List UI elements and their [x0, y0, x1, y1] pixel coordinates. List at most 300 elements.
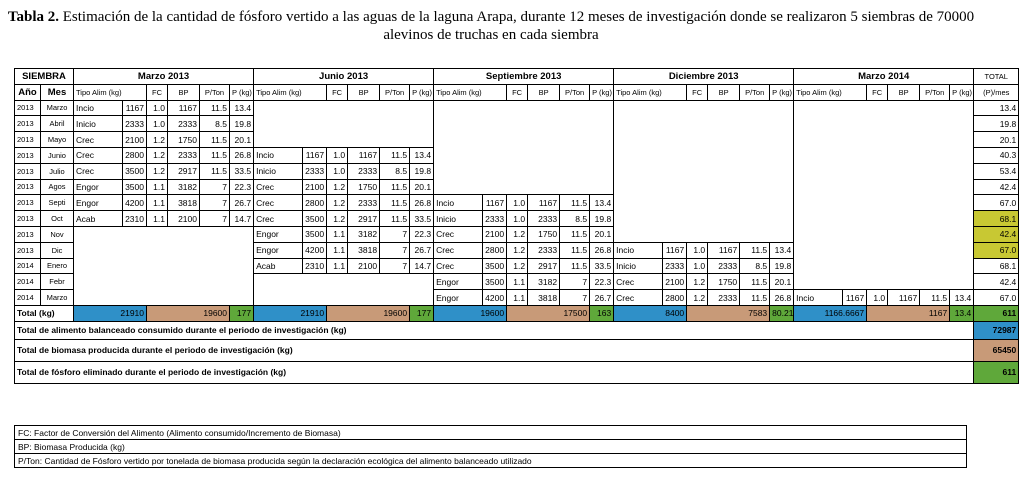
total-feed-cell: 19600	[434, 305, 507, 321]
total-p-cell: 163	[590, 305, 614, 321]
col-header: FC	[507, 84, 528, 100]
bp-cell: 3182	[348, 226, 380, 242]
fc-cell: 1.2	[327, 211, 348, 227]
p-ton-cell: 7	[200, 211, 230, 227]
p-kg-cell: 13.4	[950, 290, 974, 306]
p-ton-cell: 11.5	[560, 195, 590, 211]
bp-cell: 2333	[708, 290, 740, 306]
row-total-cell: 20.1	[974, 132, 1019, 148]
feed-stage-cell: Incio	[434, 195, 483, 211]
empty-block	[614, 116, 794, 132]
total-feed-cell: 21910	[254, 305, 327, 321]
bp-cell: 3818	[168, 195, 200, 211]
p-kg-cell: 13.4	[590, 195, 614, 211]
bp-cell: 1750	[168, 132, 200, 148]
empty-block	[614, 195, 794, 211]
total-feed-cell: 8400	[614, 305, 687, 321]
feed-kg-cell: 1167	[843, 290, 867, 306]
col-header: P/Ton	[740, 84, 770, 100]
bp-cell: 2917	[168, 163, 200, 179]
p-kg-cell: 13.4	[410, 147, 434, 163]
row-total-cell: 67.0	[974, 242, 1019, 258]
empty-block	[794, 195, 974, 211]
bp-cell: 2333	[348, 163, 380, 179]
feed-kg-cell: 2100	[483, 226, 507, 242]
fc-cell: 1.2	[147, 132, 168, 148]
empty-block	[254, 116, 434, 132]
bp-cell: 1167	[168, 100, 200, 116]
total-bp-cell: 7583	[687, 305, 770, 321]
empty-block	[74, 258, 254, 274]
fc-cell: 1.1	[147, 179, 168, 195]
empty-block	[434, 163, 614, 179]
p-ton-cell: 7	[560, 290, 590, 306]
p-ton-cell: 11.5	[560, 258, 590, 274]
feed-stage-cell: Crec	[614, 290, 663, 306]
p-kg-cell: 20.1	[230, 132, 254, 148]
feed-kg-cell: 2333	[303, 163, 327, 179]
col-header: P/Ton	[380, 84, 410, 100]
period-header: Marzo 2014	[794, 69, 974, 85]
empty-block	[434, 132, 614, 148]
note-line: P/Ton: Cantidad de Fósforo vertido por tonelada de biomasa producida según la declaración ecológica del alimento balanceado utilizado	[15, 454, 967, 468]
feed-kg-cell: 2333	[123, 116, 147, 132]
fc-cell: 1.1	[327, 258, 348, 274]
siembra-header: SIEMBRA	[15, 69, 74, 85]
col-header: FC	[147, 84, 168, 100]
summary-value: 72987	[974, 321, 1019, 339]
col-header: FC	[687, 84, 708, 100]
feed-kg-cell: 3500	[123, 163, 147, 179]
p-kg-cell: 26.8	[770, 290, 794, 306]
fc-cell: 1.0	[867, 290, 888, 306]
bp-cell: 3818	[528, 290, 560, 306]
year-cell: 2013	[15, 242, 41, 258]
feed-kg-cell: 2333	[663, 258, 687, 274]
fc-cell: 1.1	[327, 226, 348, 242]
p-ton-cell: 11.5	[920, 290, 950, 306]
fc-cell: 1.1	[147, 211, 168, 227]
col-header: BP	[168, 84, 200, 100]
p-kg-cell: 19.8	[590, 211, 614, 227]
year-cell: 2013	[15, 195, 41, 211]
total-feed-cell: 1166.6667	[794, 305, 867, 321]
bp-cell: 2333	[348, 195, 380, 211]
fc-cell: 1.2	[687, 290, 708, 306]
bp-cell: 2333	[528, 242, 560, 258]
year-cell: 2013	[15, 116, 41, 132]
empty-block	[74, 274, 254, 290]
p-kg-cell: 26.7	[410, 242, 434, 258]
empty-block	[794, 179, 974, 195]
feed-kg-cell: 2310	[303, 258, 327, 274]
empty-block	[434, 179, 614, 195]
summary-label: Total de alimento balanceado consumido durante el periodo de investigación (kg)	[15, 321, 974, 339]
col-header-feed: Tipo Alim (kg)	[74, 84, 147, 100]
feed-stage-cell: Acab	[74, 211, 123, 227]
feed-stage-cell: Crec	[254, 211, 303, 227]
p-kg-cell: 14.7	[410, 258, 434, 274]
feed-kg-cell: 1167	[303, 147, 327, 163]
empty-block	[614, 163, 794, 179]
fc-cell: 1.2	[147, 163, 168, 179]
fc-cell: 1.0	[507, 211, 528, 227]
empty-block	[794, 147, 974, 163]
month-cell: Nov	[41, 226, 74, 242]
feed-stage-cell: Crec	[254, 195, 303, 211]
p-ton-cell: 11.5	[740, 274, 770, 290]
empty-block	[794, 100, 974, 116]
feed-kg-cell: 3500	[123, 179, 147, 195]
col-header: BP	[708, 84, 740, 100]
row-total-cell: 67.0	[974, 290, 1019, 306]
feed-stage-cell: Inicio	[434, 211, 483, 227]
p-ton-cell: 7	[380, 226, 410, 242]
feed-stage-cell: Engor	[74, 179, 123, 195]
p-ton-cell: 7	[560, 274, 590, 290]
col-header: P (kg)	[410, 84, 434, 100]
month-cell: Dic	[41, 242, 74, 258]
year-cell: 2013	[15, 132, 41, 148]
bp-cell: 3182	[528, 274, 560, 290]
month-cell: Marzo	[41, 290, 74, 306]
p-kg-cell: 19.8	[230, 116, 254, 132]
month-cell: Oct	[41, 211, 74, 227]
fc-cell: 1.1	[507, 274, 528, 290]
total-bp-cell: 17500	[507, 305, 590, 321]
empty-block	[254, 274, 434, 290]
row-total-cell: 42.4	[974, 226, 1019, 242]
grand-total-cell: 611	[974, 305, 1019, 321]
fc-cell: 1.1	[147, 195, 168, 211]
row-total-cell: 68.1	[974, 258, 1019, 274]
empty-block	[794, 211, 974, 227]
feed-stage-cell: Incio	[614, 242, 663, 258]
month-cell: Septi	[41, 195, 74, 211]
col-header: P/Ton	[560, 84, 590, 100]
fc-cell: 1.0	[687, 242, 708, 258]
feed-kg-cell: 3500	[303, 211, 327, 227]
p-ton-cell: 11.5	[560, 226, 590, 242]
month-cell: Enero	[41, 258, 74, 274]
feed-stage-cell: Crec	[434, 258, 483, 274]
feed-stage-cell: Incio	[794, 290, 843, 306]
year-cell: 2013	[15, 163, 41, 179]
empty-block	[254, 290, 434, 306]
fc-cell: 1.2	[327, 179, 348, 195]
feed-kg-cell: 4200	[303, 242, 327, 258]
bp-cell: 2100	[348, 258, 380, 274]
month-header: Mes	[41, 84, 74, 100]
p-kg-cell: 14.7	[230, 211, 254, 227]
feed-kg-cell: 1167	[483, 195, 507, 211]
col-header-feed: Tipo Alim (kg)	[434, 84, 507, 100]
feed-stage-cell: Engor	[434, 274, 483, 290]
feed-stage-cell: Incio	[74, 100, 123, 116]
p-kg-cell: 26.8	[230, 147, 254, 163]
bp-cell: 3182	[168, 179, 200, 195]
bp-cell: 2100	[168, 211, 200, 227]
row-total-cell: 67.0	[974, 195, 1019, 211]
bp-cell: 1167	[348, 147, 380, 163]
p-ton-cell: 11.5	[740, 290, 770, 306]
fc-cell: 1.2	[327, 195, 348, 211]
p-kg-cell: 33.5	[410, 211, 434, 227]
feed-kg-cell: 2800	[663, 290, 687, 306]
empty-block	[614, 226, 794, 242]
note-line: FC: Factor de Conversión del Alimento (Alimento consumido/Incremento de Biomasa)	[15, 426, 967, 440]
year-header: Año	[15, 84, 41, 100]
fc-cell: 1.2	[687, 274, 708, 290]
total-header: TOTAL	[974, 69, 1019, 85]
feed-stage-cell: Crec	[74, 163, 123, 179]
feed-stage-cell: Crec	[74, 132, 123, 148]
month-cell: Mayo	[41, 132, 74, 148]
empty-block	[614, 132, 794, 148]
feed-stage-cell: Inicio	[614, 258, 663, 274]
feed-stage-cell: Inicio	[254, 163, 303, 179]
empty-block	[74, 226, 254, 242]
total-bp-cell: 19600	[147, 305, 230, 321]
empty-block	[614, 147, 794, 163]
p-ton-cell: 11.5	[200, 147, 230, 163]
p-kg-cell: 33.5	[590, 258, 614, 274]
feed-kg-cell: 3500	[303, 226, 327, 242]
bp-cell: 1167	[708, 242, 740, 258]
empty-block	[254, 132, 434, 148]
empty-block	[434, 116, 614, 132]
col-header: P/Ton	[920, 84, 950, 100]
p-ton-cell: 11.5	[380, 179, 410, 195]
p-ton-cell: 11.5	[200, 163, 230, 179]
p-ton-cell: 11.5	[200, 100, 230, 116]
caption-label: Tabla 2.	[7, 9, 59, 25]
p-ton-cell: 7	[200, 179, 230, 195]
feed-kg-cell: 2333	[483, 211, 507, 227]
empty-block	[434, 147, 614, 163]
total-p-cell: 177	[230, 305, 254, 321]
fc-cell: 1.2	[147, 147, 168, 163]
period-header: Junio 2013	[254, 69, 434, 85]
year-cell: 2013	[15, 226, 41, 242]
fc-cell: 1.2	[507, 242, 528, 258]
month-cell: Agos	[41, 179, 74, 195]
total-unit-header: (P)/mes	[974, 84, 1019, 100]
p-kg-cell: 26.8	[410, 195, 434, 211]
bp-cell: 1167	[888, 290, 920, 306]
col-header: P/Ton	[200, 84, 230, 100]
fc-cell: 1.1	[507, 290, 528, 306]
empty-block	[74, 242, 254, 258]
col-header: BP	[888, 84, 920, 100]
total-label: Total (kg)	[15, 305, 74, 321]
feed-kg-cell: 3500	[483, 258, 507, 274]
empty-block	[794, 163, 974, 179]
total-p-cell: 80.21	[770, 305, 794, 321]
year-cell: 2013	[15, 147, 41, 163]
feed-kg-cell: 4200	[123, 195, 147, 211]
col-header: P (kg)	[230, 84, 254, 100]
p-ton-cell: 11.5	[380, 211, 410, 227]
p-kg-cell: 19.8	[410, 163, 434, 179]
bp-cell: 2917	[348, 211, 380, 227]
p-kg-cell: 26.7	[590, 290, 614, 306]
bp-cell: 2917	[528, 258, 560, 274]
summary-label: Total de biomasa producida durante el periodo de investigación (kg)	[15, 339, 974, 361]
col-header: FC	[327, 84, 348, 100]
period-header: Marzo 2013	[74, 69, 254, 85]
p-kg-cell: 20.1	[590, 226, 614, 242]
row-total-cell: 40.3	[974, 147, 1019, 163]
feed-stage-cell: Engor	[254, 226, 303, 242]
empty-block	[794, 242, 974, 258]
p-kg-cell: 22.3	[410, 226, 434, 242]
note-line: BP: Biomasa Producida (kg)	[15, 440, 967, 454]
empty-block	[794, 116, 974, 132]
total-p-cell: 177	[410, 305, 434, 321]
feed-stage-cell: Crec	[434, 226, 483, 242]
feed-kg-cell: 2800	[303, 195, 327, 211]
month-cell: Junio	[41, 147, 74, 163]
empty-block	[74, 290, 254, 306]
p-ton-cell: 8.5	[380, 163, 410, 179]
p-ton-cell: 11.5	[200, 132, 230, 148]
feed-stage-cell: Crec	[614, 274, 663, 290]
fc-cell: 1.1	[327, 242, 348, 258]
total-p-cell: 13.4	[950, 305, 974, 321]
feed-stage-cell: Crec	[74, 147, 123, 163]
feed-kg-cell: 2100	[123, 132, 147, 148]
empty-block	[794, 258, 974, 274]
feed-kg-cell: 1167	[663, 242, 687, 258]
col-header-feed: Tipo Alim (kg)	[614, 84, 687, 100]
col-header: P (kg)	[950, 84, 974, 100]
month-cell: Abril	[41, 116, 74, 132]
col-header: FC	[867, 84, 888, 100]
feed-kg-cell: 2310	[123, 211, 147, 227]
feed-kg-cell: 2800	[123, 147, 147, 163]
feed-stage-cell: Incio	[254, 147, 303, 163]
fc-cell: 1.0	[327, 147, 348, 163]
bp-cell: 1750	[528, 226, 560, 242]
feed-kg-cell: 1167	[123, 100, 147, 116]
p-kg-cell: 26.8	[590, 242, 614, 258]
feed-stage-cell: Crec	[434, 242, 483, 258]
fc-cell: 1.0	[327, 163, 348, 179]
col-header: P (kg)	[590, 84, 614, 100]
p-ton-cell: 8.5	[200, 116, 230, 132]
fc-cell: 1.2	[507, 258, 528, 274]
p-ton-cell: 11.5	[740, 242, 770, 258]
p-kg-cell: 26.7	[230, 195, 254, 211]
p-kg-cell: 13.4	[230, 100, 254, 116]
p-ton-cell: 7	[200, 195, 230, 211]
p-kg-cell: 22.3	[590, 274, 614, 290]
feed-kg-cell: 2800	[483, 242, 507, 258]
col-header-feed: Tipo Alim (kg)	[794, 84, 867, 100]
bp-cell: 1750	[348, 179, 380, 195]
month-cell: Febr	[41, 274, 74, 290]
summary-value: 611	[974, 361, 1019, 383]
feed-stage-cell: Engor	[74, 195, 123, 211]
col-header: P (kg)	[770, 84, 794, 100]
bp-cell: 3818	[348, 242, 380, 258]
fc-cell: 1.0	[147, 116, 168, 132]
row-total-cell: 13.4	[974, 100, 1019, 116]
total-feed-cell: 21910	[74, 305, 147, 321]
p-ton-cell: 8.5	[740, 258, 770, 274]
year-cell: 2013	[15, 211, 41, 227]
feed-stage-cell: Acab	[254, 258, 303, 274]
col-header: BP	[528, 84, 560, 100]
empty-block	[254, 100, 434, 116]
notes-table	[14, 425, 967, 468]
fc-cell: 1.2	[507, 226, 528, 242]
p-ton-cell: 8.5	[560, 211, 590, 227]
period-header: Septiembre 2013	[434, 69, 614, 85]
bp-cell: 2333	[528, 211, 560, 227]
p-ton-cell: 11.5	[560, 242, 590, 258]
feed-kg-cell: 4200	[483, 290, 507, 306]
caption-text: Estimación de la cantidad de fósforo vertido a las aguas de la laguna Arapa, durante 12 meses de investigación donde se realizaron 5 siembras de 70000 alevinos de truchas en cada siembra	[59, 9, 975, 43]
year-cell: 2014	[15, 290, 41, 306]
empty-block	[794, 274, 974, 290]
p-ton-cell: 7	[380, 258, 410, 274]
bp-cell: 1750	[708, 274, 740, 290]
empty-block	[614, 100, 794, 116]
fc-cell: 1.0	[147, 100, 168, 116]
year-cell: 2014	[15, 274, 41, 290]
empty-block	[794, 226, 974, 242]
feed-stage-cell: Engor	[254, 242, 303, 258]
p-kg-cell: 13.4	[770, 242, 794, 258]
month-cell: Julio	[41, 163, 74, 179]
empty-block	[614, 179, 794, 195]
total-bp-cell: 1167	[867, 305, 950, 321]
p-kg-cell: 20.1	[770, 274, 794, 290]
p-kg-cell: 20.1	[410, 179, 434, 195]
fc-cell: 1.0	[507, 195, 528, 211]
fc-cell: 1.0	[687, 258, 708, 274]
feed-stage-cell: Inicio	[74, 116, 123, 132]
feed-kg-cell: 2100	[663, 274, 687, 290]
row-total-cell: 42.4	[974, 274, 1019, 290]
row-total-cell: 19.8	[974, 116, 1019, 132]
feed-kg-cell: 2100	[303, 179, 327, 195]
col-header: BP	[348, 84, 380, 100]
bp-cell: 2333	[708, 258, 740, 274]
feed-stage-cell: Engor	[434, 290, 483, 306]
p-kg-cell: 19.8	[770, 258, 794, 274]
period-header: Diciembre 2013	[614, 69, 794, 85]
empty-block	[434, 100, 614, 116]
bp-cell: 2333	[168, 147, 200, 163]
year-cell: 2013	[15, 100, 41, 116]
bp-cell: 1167	[528, 195, 560, 211]
p-kg-cell: 33.5	[230, 163, 254, 179]
year-cell: 2014	[15, 258, 41, 274]
empty-block	[794, 132, 974, 148]
bp-cell: 2333	[168, 116, 200, 132]
col-header-feed: Tipo Alim (kg)	[254, 84, 327, 100]
p-kg-cell: 22.3	[230, 179, 254, 195]
table-caption	[0, 8, 982, 44]
feed-stage-cell: Crec	[254, 179, 303, 195]
summary-label: Total de fósforo eliminado durante el periodo de investigación (kg)	[15, 361, 974, 383]
p-ton-cell: 11.5	[380, 147, 410, 163]
p-ton-cell: 11.5	[380, 195, 410, 211]
month-cell: Marzo	[41, 100, 74, 116]
